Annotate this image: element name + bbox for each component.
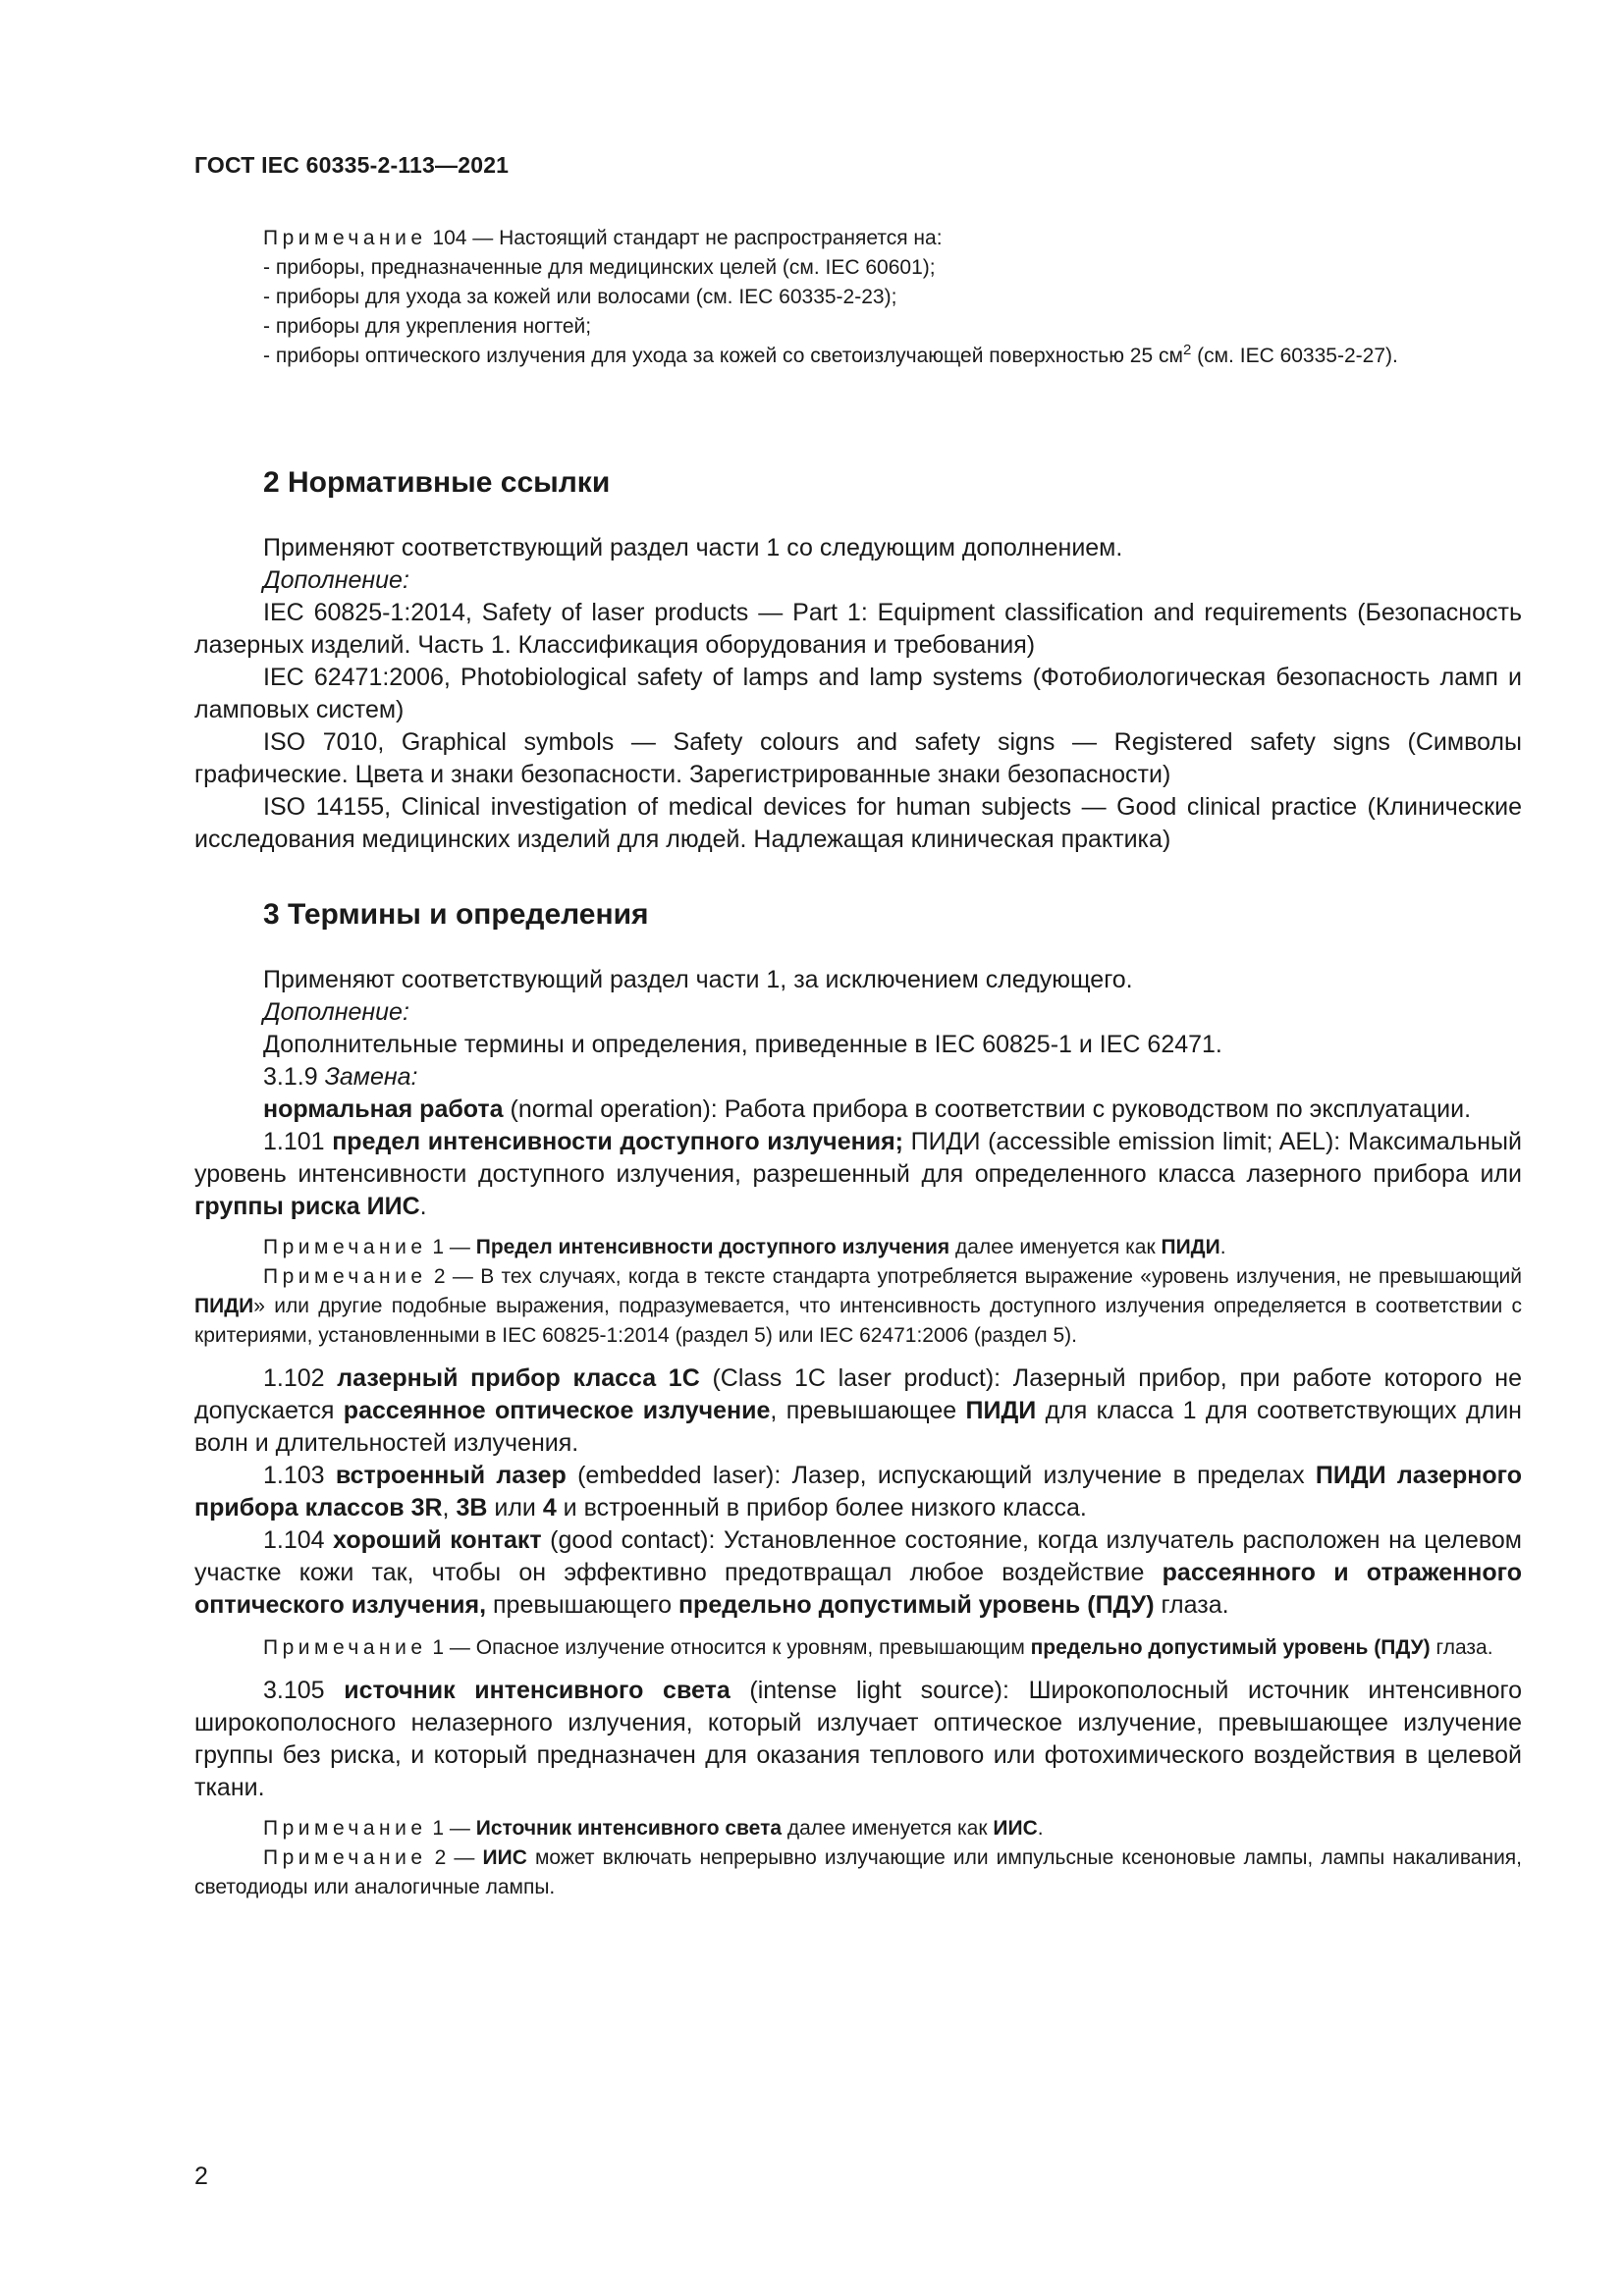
section-title: 3 Термины и определения bbox=[263, 898, 649, 931]
note: Примечание 1 — Опасное излучение относится к уровням, превышающим предельно допустимый уровень (ПДУ) глаза. bbox=[263, 1636, 1493, 1659]
note: Примечание 2 — ИИС может включать непрерывно излучающие или импульсные ксеноновые лампы, лампы накаливания, светодиоды или аналогичные лампы. bbox=[194, 1846, 1523, 1898]
reference: ISO 14155, Clinical investigation of medical devices for human subjects — Good clinical practice (Клинические исследования медицинских изделий для людей. Надлежащая клиническая практика) bbox=[194, 793, 1522, 853]
note: Примечание 2 — В тех случаях, когда в тексте стандарта употребляется выражение «уровень излучения, не превышающий ПИДИ» или другие подобные выражения, подразумевается, что интенсивность доступного излучения определяется в соответствии с критериями, установленными в IEC 60825-1:2014 (раздел 5) или IEC 62471:2006 (раздел 5). bbox=[194, 1265, 1522, 1347]
page-number: 2 bbox=[194, 2163, 208, 2190]
reference: IEC 60825-1:2014, Safety of laser products — Part 1: Equipment classification and requirements (Безопасность лазерных изделий. Часть 1. Классификация оборудования и требования) bbox=[194, 599, 1522, 659]
term-3-105: 3.105 источник интенсивного света (intense light source): Широкополосный источник интенсивного широкополосного нелазерного излучения, который излучает оптическое излучение, превышающее излучение группы без риска, и который предназначен для оказания теплового или фотохимического воздействия в целевой ткани. bbox=[194, 1677, 1523, 1801]
note: Примечание 1 — Предел интенсивности доступного излучения далее именуется как ПИДИ. bbox=[263, 1236, 1226, 1258]
list-item: - приборы для ухода за кожей или волосами (см. IEC 60335-2-23); bbox=[263, 286, 897, 308]
list-item: - приборы для укрепления ногтей; bbox=[263, 315, 592, 338]
page-header: ГОСТ IEC 60335-2-113—2021 bbox=[194, 152, 510, 178]
list-item: - приборы оптического излучения для ухода за кожей со светоизлучающей поверхностью 25 $см^2$ (см. IEC 60335-2-27). bbox=[263, 342, 1398, 367]
term-1-103: 1.103 встроенный лазер (embedded laser): Лазер, испускающий излучение в пределах ПИДИ лазерного прибора классов 3R, 3В или 4 и встроенный в прибор более низкого класса. bbox=[194, 1462, 1522, 1522]
term-1-104: 1.104 хороший контакт (good contact): Установленное состояние, когда излучатель расположен на целевом участке кожи так, чтобы он эффективно предотвращал любое воздействие рассеянного и отраженного оптического излучения, превышающего предельно допустимый уровень (ПДУ) глаза. bbox=[194, 1526, 1522, 1619]
term-normal-operation: нормальная работа (normal operation): Работа прибора в соответствии с руководством по эксплуатации. bbox=[263, 1095, 1472, 1123]
term-1-101: 1.101 предел интенсивности доступного излучения; ПИДИ (accessible emission limit; AEL): Максимальный уровень интенсивности доступного излучения, разрешенный для определенного класса лазерного прибора или группы риска ИИС. bbox=[194, 1128, 1522, 1220]
note-104: Примечание 104 — Настоящий стандарт не распространяется на: - приборы, предназначенные для медицинских целей (см. IEC 60601); - приборы для ухода за кожей или волосами (см. IEC 60335-2-23); - приборы для укрепления ногтей; - приборы оптического излучения для ухода за кожей со светоизлучающей поверхностью 25 $см^2$ (см. IEC 60335-2-27). bbox=[194, 224, 1522, 371]
term-1-102: 1.102 лазерный прибор класса 1С (Class 1C laser product): Лазерный прибор, при работе которого не допускается рассеянное оптическое излучение, превышающее ПИДИ для класса 1 для соответствующих длин волн и длительностей излучения. bbox=[194, 1364, 1522, 1457]
section-3: 3 Термины и определения Применяют соответствующий раздел части 1, за исключением следующего. Дополнение: Дополнительные термины и определения, приведенные в IEC 60825-1 и IEC 62471. 3.1.9 Замена: нормальная работа (normal operation): Работа прибора в соответствии с руководством по эксплуатации. 1.101 предел интенсивности доступного излучения; ПИДИ (accessible emission limit; AEL): Максимальный уровень интенсивности доступного излучения, разрешенный для определенного класса лазерного прибора или группы риска ИИС. Примечание 1 — Предел интенсивности доступного излучения далее именуется как ПИДИ. Примечание 2 — В тех случаях, когда в тексте стандарта употребляется выражение «уровень излучения, не превышающий ПИДИ» или другие подобные выражения, подразумевается, что интенсивность доступного излучения определяется в соответствии с критериями, установленными в IEC 60825-1:2014 (раздел 5) или IEC 62471:2006 (раздел 5). 1.102 лазерный прибор класса 1С (Class 1C laser product): Лазерный прибор, при работе которого не допускается рассеянное оптическое излучение, превышающее ПИДИ для класса 1 для соответствующих длин волн и длительностей излучения. 1.103 встроенный лазер (embedded laser): Лазер, испускающий излучение в пределах ПИДИ лазерного прибора классов 3R, 3В или 4 и встроенный в прибор более низкого класса. 1.104 хороший контакт (good contact): Установленное состояние, когда излучатель расположен на целевом участке кожи так, чтобы он эффективно предотвращал любое воздействие рассеянного и отраженного оптического излучения, превышающего предельно допустимый уровень (ПДУ) глаза. Примечание 1 — Опасное излучение относится к уровням, превышающим предельно допустимый уровень (ПДУ) глаза. 3.105 источник интенсивного света (intense light source): Широкополосный источник интенсивного широкополосного нелазерного излучения, который излучает оптическое излучение, превышающее излучение группы без риска, и который предназначен для оказания теплового или фотохимического воздействия в целевой ткани. Примечание 1 — Источник интенсивного света далее именуется как ИИС. Примечание 2 — ИИС может включать непрерывно излучающие или импульсные ксеноновые лампы, лампы накаливания, светодиоды или аналогичные лампы. bbox=[194, 895, 1522, 1902]
list-item: - приборы, предназначенные для медицинских целей (см. IEC 60601); bbox=[263, 256, 936, 279]
section-2: 2 Нормативные ссылки Применяют соответствующий раздел части 1 со следующим дополнением. Дополнение: IEC 60825-1:2014, Safety of laser products — Part 1: Equipment classification and requirements (Безопасность лазерных изделий. Часть 1. Классификация оборудования и требования) IEC 62471:2006, Photobiological safety of lamps and lamp systems (Фотобиологическая безопасность ламп и ламповых систем) ISO 7010, Graphical symbols — Safety colours and safety signs — Registered safety signs (Символы графические. Цвета и знаки безопасности. Зарегистрированные знаки безопасности) ISO 14155, Clinical investigation of medical devices for human subjects — Good clinical practice (Клинические исследования медицинских изделий для людей. Надлежащая клиническая практика) bbox=[194, 463, 1522, 856]
reference: IEC 62471:2006, Photobiological safety of lamps and lamp systems (Фотобиологическая безопасность ламп и ламповых систем) bbox=[194, 664, 1522, 723]
section-title: 2 Нормативные ссылки bbox=[263, 466, 611, 499]
reference: ISO 7010, Graphical symbols — Safety colours and safety signs — Registered safety signs (Символы графические. Цвета и знаки безопасности. Зарегистрированные знаки безопасности) bbox=[194, 728, 1522, 788]
note: Примечание 1 — Источник интенсивного света далее именуется как ИИС. bbox=[263, 1817, 1044, 1840]
